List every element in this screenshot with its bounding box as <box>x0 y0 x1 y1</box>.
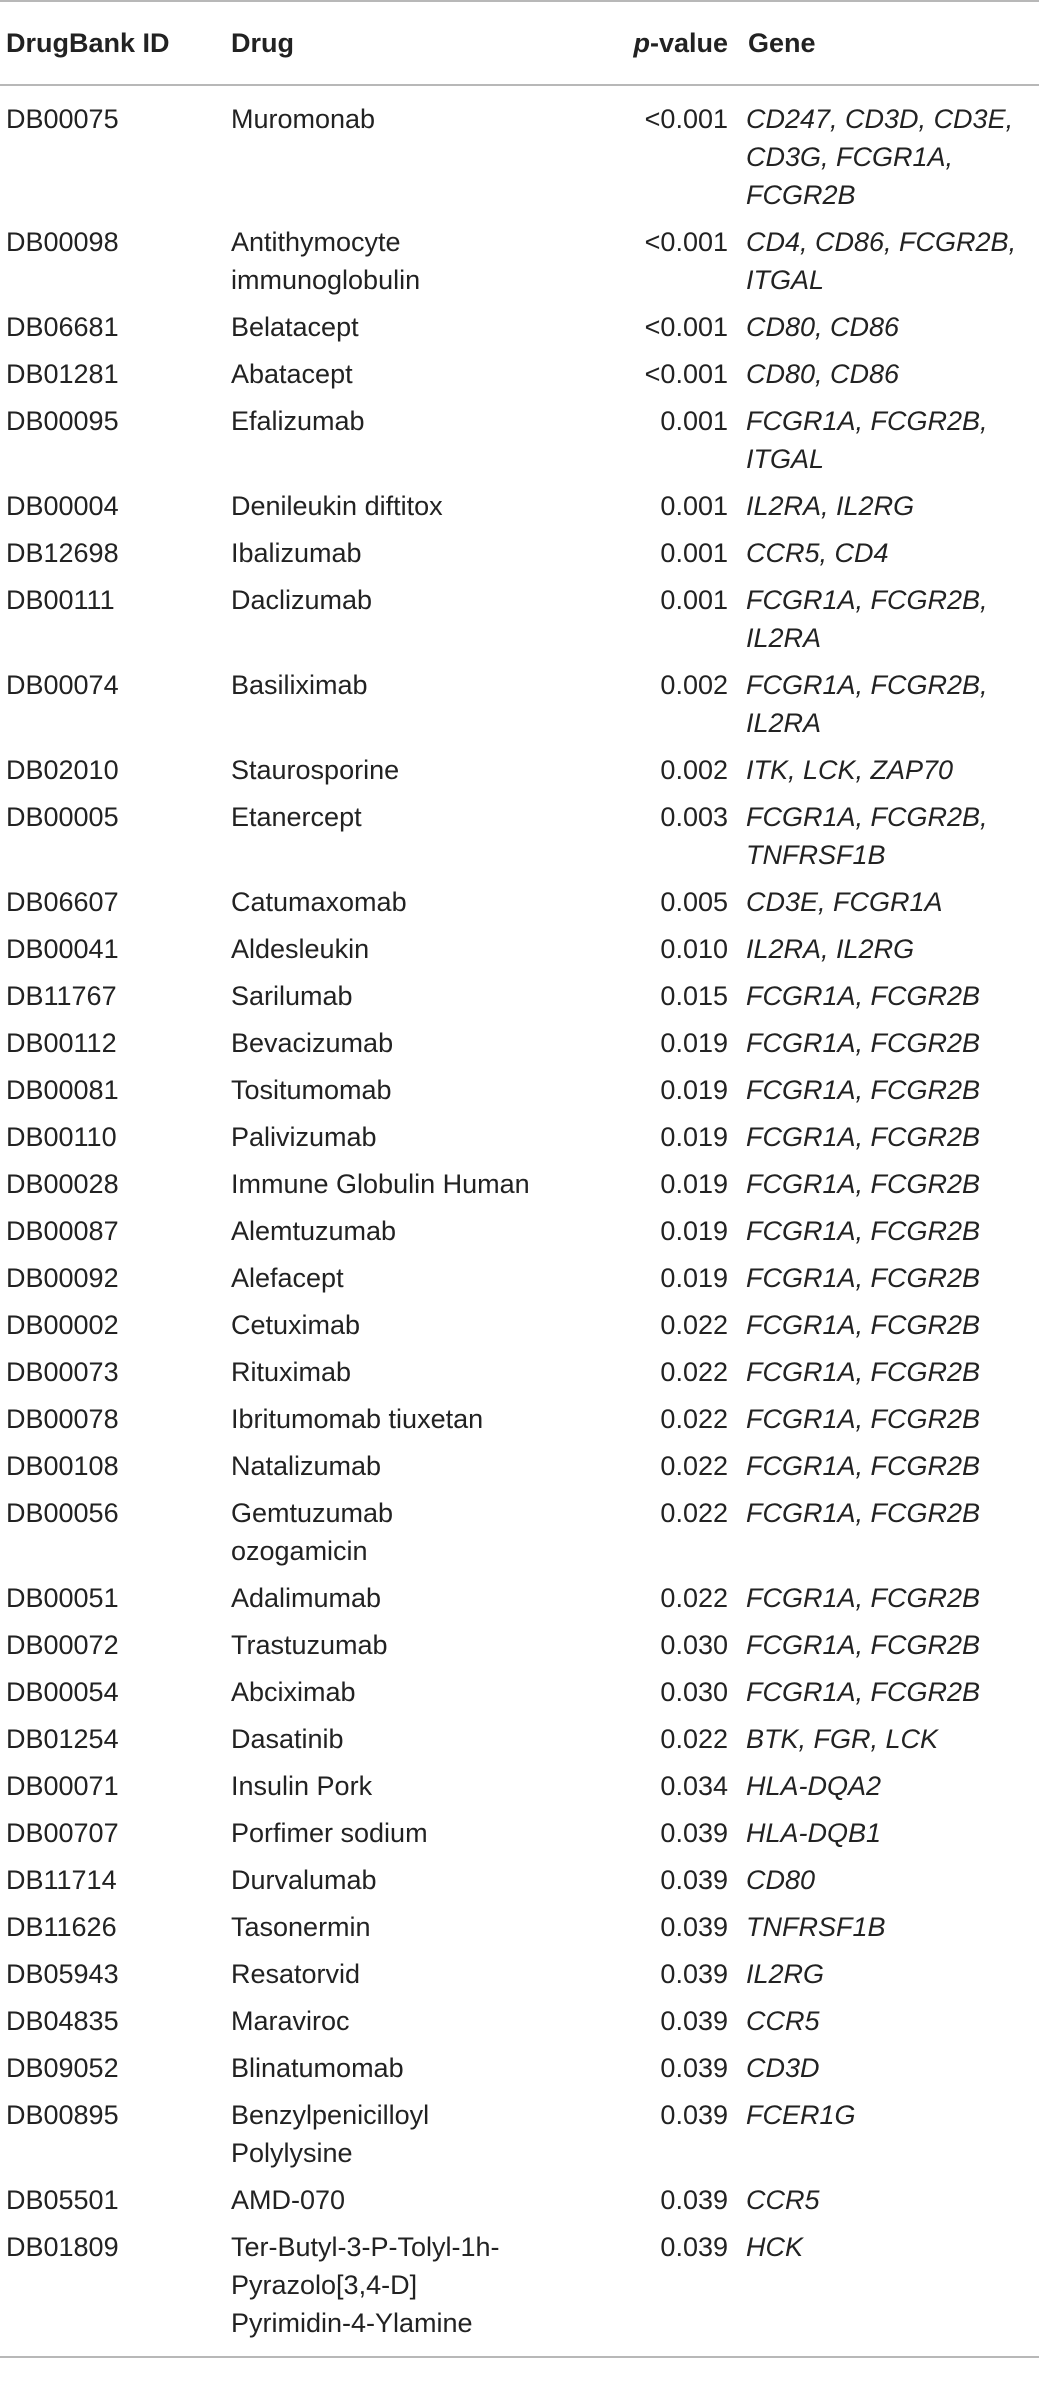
gene-list-line: FCGR1A, FCGR2B, <box>746 802 988 832</box>
table-row <box>0 1618 1039 1665</box>
cell-p-value: 0.002 <box>660 670 728 700</box>
drug-name-line: Trastuzumab <box>231 1630 388 1660</box>
cell-drug <box>225 1345 592 1392</box>
cell-p-value: 0.039 <box>660 1959 728 1989</box>
drug-name-line: Aldesleukin <box>231 934 370 964</box>
cell-drugbank-id: DB00051 <box>6 1583 119 1613</box>
drug-name-line: Ibalizumab <box>231 538 362 568</box>
cell-gene <box>742 1251 1039 1298</box>
table-row <box>0 1994 1039 2041</box>
gene-list-line: HLA-DQA2 <box>746 1771 882 1801</box>
header-drug: Drug <box>225 1 592 85</box>
cell-drugbank-id: DB12698 <box>6 538 119 568</box>
cell-p-value: 0.039 <box>660 1912 728 1942</box>
cell-drugbank-id: DB00895 <box>6 2100 119 2130</box>
cell-gene <box>742 743 1039 790</box>
table-body <box>0 85 1039 2357</box>
table-row <box>0 394 1039 479</box>
gene-list-line: FCGR1A, FCGR2B, <box>746 670 988 700</box>
table-row <box>0 1759 1039 1806</box>
cell-drugbank-id: DB00028 <box>6 1169 119 1199</box>
table-row <box>0 790 1039 875</box>
drug-name-line: Polylysine <box>231 2138 353 2168</box>
gene-list-line: IL2RA <box>746 708 822 738</box>
gene-list-line: CD4, CD86, FCGR2B, <box>746 227 1017 257</box>
drug-name-line: Benzylpenicilloyl <box>231 2100 430 2130</box>
gene-list-line: FCGR1A, FCGR2B, <box>746 585 988 615</box>
cell-p-value: 0.039 <box>660 2185 728 2215</box>
table-row <box>0 215 1039 300</box>
cell-drugbank-id: DB00098 <box>6 227 119 257</box>
table-row <box>0 1345 1039 1392</box>
cell-gene <box>742 1853 1039 1900</box>
gene-list-line: HCK <box>746 2232 804 2262</box>
cell-p-value: 0.005 <box>660 887 728 917</box>
cell-drug <box>225 1392 592 1439</box>
cell-gene <box>742 479 1039 526</box>
gene-list-line: FCER1G <box>746 2100 856 2130</box>
cell-drugbank-id: DB11767 <box>6 981 117 1011</box>
cell-drug <box>225 1571 592 1618</box>
cell-drug <box>225 790 592 875</box>
cell-gene <box>742 1439 1039 1486</box>
cell-drugbank-id: DB00004 <box>6 491 119 521</box>
cell-drug <box>225 1759 592 1806</box>
cell-gene <box>742 875 1039 922</box>
gene-list-line: FCGR1A, FCGR2B <box>746 1451 981 1481</box>
table-row <box>0 1392 1039 1439</box>
drug-name-line: Efalizumab <box>231 406 365 436</box>
cell-drugbank-id: DB00092 <box>6 1263 119 1293</box>
drug-name-line: Adalimumab <box>231 1583 382 1613</box>
gene-list-line: FCGR1A, FCGR2B <box>746 1583 981 1613</box>
drug-name-line: Sarilumab <box>231 981 353 1011</box>
cell-p-value: 0.022 <box>660 1583 728 1613</box>
cell-gene <box>742 1016 1039 1063</box>
table-row <box>0 922 1039 969</box>
table-row <box>0 300 1039 347</box>
table-row <box>0 2088 1039 2173</box>
cell-drugbank-id: DB05501 <box>6 2185 119 2215</box>
gene-list-line: CD3E, FCGR1A <box>746 887 943 917</box>
cell-drug <box>225 1665 592 1712</box>
drug-name-line: Maraviroc <box>231 2006 350 2036</box>
cell-drugbank-id: DB00072 <box>6 1630 119 1660</box>
drug-name-line: Etanercept <box>231 802 362 832</box>
cell-drugbank-id: DB11714 <box>6 1865 117 1895</box>
cell-drug <box>225 2088 592 2173</box>
cell-drugbank-id: DB06681 <box>6 312 119 342</box>
cell-drugbank-id: DB06607 <box>6 887 119 917</box>
cell-gene <box>742 2220 1039 2357</box>
drug-name-line: Rituximab <box>231 1357 352 1387</box>
cell-drug <box>225 969 592 1016</box>
header-p-suffix: -value <box>649 27 728 58</box>
cell-drugbank-id: DB05943 <box>6 1959 119 1989</box>
gene-list-line: CCR5 <box>746 2185 820 2215</box>
cell-drugbank-id: DB02010 <box>6 755 119 785</box>
cell-drug <box>225 1853 592 1900</box>
table-row <box>0 1298 1039 1345</box>
drug-name-line: Durvalumab <box>231 1865 377 1895</box>
gene-list-line: FCGR1A, FCGR2B <box>746 1263 981 1293</box>
cell-gene <box>742 790 1039 875</box>
table-row <box>0 347 1039 394</box>
header-p-italic: p <box>633 27 650 58</box>
gene-list-line: CD80 <box>746 1865 816 1895</box>
cell-gene <box>742 1806 1039 1853</box>
cell-gene <box>742 1712 1039 1759</box>
gene-list-line: FCGR1A, FCGR2B <box>746 981 981 1011</box>
cell-gene <box>742 573 1039 658</box>
cell-p-value: 0.001 <box>660 491 728 521</box>
gene-list-line: ITGAL <box>746 444 825 474</box>
drug-name-line: Belatacept <box>231 312 359 342</box>
cell-drug <box>225 2041 592 2088</box>
drug-name-line: Palivizumab <box>231 1122 377 1152</box>
cell-p-value: 0.002 <box>660 755 728 785</box>
cell-gene <box>742 922 1039 969</box>
table-row <box>0 1110 1039 1157</box>
cell-p-value: 0.019 <box>660 1028 728 1058</box>
table-row <box>0 1947 1039 1994</box>
cell-gene <box>742 394 1039 479</box>
cell-p-value: 0.034 <box>660 1771 728 1801</box>
cell-p-value: 0.022 <box>660 1357 728 1387</box>
cell-drugbank-id: DB00002 <box>6 1310 119 1340</box>
cell-gene <box>742 1204 1039 1251</box>
cell-gene <box>742 1157 1039 1204</box>
header-p-value <box>592 1 742 85</box>
cell-drugbank-id: DB00078 <box>6 1404 119 1434</box>
cell-drug <box>225 2173 592 2220</box>
gene-list-line: CCR5 <box>746 2006 820 2036</box>
cell-p-value: 0.019 <box>660 1263 728 1293</box>
table-row <box>0 1853 1039 1900</box>
cell-drug <box>225 347 592 394</box>
cell-drug <box>225 85 592 215</box>
gene-list-line: FCGR1A, FCGR2B <box>746 1122 981 1152</box>
cell-p-value: 0.019 <box>660 1216 728 1246</box>
cell-p-value: 0.039 <box>660 2053 728 2083</box>
cell-p-value: 0.022 <box>660 1498 728 1528</box>
cell-gene <box>742 1665 1039 1712</box>
cell-drugbank-id: DB00074 <box>6 670 119 700</box>
cell-gene <box>742 2088 1039 2173</box>
gene-list-line: CCR5, CD4 <box>746 538 889 568</box>
header-row <box>0 1 1039 85</box>
cell-drug <box>225 1063 592 1110</box>
cell-gene <box>742 1571 1039 1618</box>
cell-p-value: 0.030 <box>660 1677 728 1707</box>
table-row <box>0 1665 1039 1712</box>
cell-gene <box>742 300 1039 347</box>
table-row <box>0 875 1039 922</box>
gene-list-line: CD80, CD86 <box>746 359 900 389</box>
table-row <box>0 658 1039 743</box>
drug-name-line: Alemtuzumab <box>231 1216 397 1246</box>
gene-list-line: TNFRSF1B <box>746 1912 886 1942</box>
gene-list-line: FCGR1A, FCGR2B <box>746 1310 981 1340</box>
table-row <box>0 1439 1039 1486</box>
drug-name-line: Abciximab <box>231 1677 356 1707</box>
cell-drug <box>225 526 592 573</box>
table-row <box>0 1016 1039 1063</box>
cell-drug <box>225 1298 592 1345</box>
cell-drug <box>225 1439 592 1486</box>
cell-p-value: <0.001 <box>644 359 728 389</box>
gene-list-line: CD3D <box>746 2053 820 2083</box>
cell-gene <box>742 1486 1039 1571</box>
table-row <box>0 1251 1039 1298</box>
cell-gene <box>742 1947 1039 1994</box>
table-row <box>0 1486 1039 1571</box>
gene-list-line: FCGR2B <box>746 180 856 210</box>
gene-list-line: IL2RG <box>746 1959 825 1989</box>
cell-p-value: 0.010 <box>660 934 728 964</box>
drug-name-line: Natalizumab <box>231 1451 382 1481</box>
cell-p-value: 0.039 <box>660 1818 728 1848</box>
cell-drug <box>225 573 592 658</box>
cell-gene <box>742 1994 1039 2041</box>
table-row <box>0 743 1039 790</box>
table-row <box>0 1806 1039 1853</box>
gene-list-line: FCGR1A, FCGR2B <box>746 1357 981 1387</box>
drug-name-line: Gemtuzumab <box>231 1498 394 1528</box>
drug-name-line: Pyrazolo[3,4-D] <box>231 2270 418 2300</box>
table-row <box>0 2173 1039 2220</box>
cell-gene <box>742 658 1039 743</box>
drug-name-line: Muromonab <box>231 104 376 134</box>
table-row <box>0 2220 1039 2357</box>
cell-p-value: 0.022 <box>660 1451 728 1481</box>
cell-drugbank-id: DB00111 <box>6 585 115 615</box>
gene-list-line: IL2RA <box>746 623 822 653</box>
cell-drug <box>225 875 592 922</box>
cell-p-value: 0.019 <box>660 1169 728 1199</box>
cell-drugbank-id: DB00707 <box>6 1818 119 1848</box>
table-row <box>0 1204 1039 1251</box>
drug-name-line: Abatacept <box>231 359 353 389</box>
drug-name-line: Dasatinib <box>231 1724 344 1754</box>
cell-p-value: 0.039 <box>660 1865 728 1895</box>
cell-p-value: 0.030 <box>660 1630 728 1660</box>
cell-drug <box>225 479 592 526</box>
drug-name-line: Daclizumab <box>231 585 373 615</box>
gene-list-line: CD247, CD3D, CD3E, <box>746 104 1014 134</box>
drug-name-line: Alefacept <box>231 1263 344 1293</box>
cell-drug <box>225 1618 592 1665</box>
cell-drugbank-id: DB00112 <box>6 1028 117 1058</box>
cell-p-value: <0.001 <box>644 104 728 134</box>
cell-drug <box>225 394 592 479</box>
cell-p-value: 0.019 <box>660 1122 728 1152</box>
cell-gene <box>742 2041 1039 2088</box>
gene-list-line: HLA-DQB1 <box>746 1818 882 1848</box>
gene-list-line: IL2RA, IL2RG <box>746 934 915 964</box>
drug-name-line: Resatorvid <box>231 1959 361 1989</box>
drug-name-line: Basiliximab <box>231 670 368 700</box>
drug-name-line: Insulin Pork <box>231 1771 373 1801</box>
cell-drugbank-id: DB00108 <box>6 1451 119 1481</box>
gene-list-line: CD80, CD86 <box>746 312 900 342</box>
gene-list-line: ITGAL <box>746 265 825 295</box>
header-drugbank-id: DrugBank ID <box>0 1 225 85</box>
drug-name-line: Antithymocyte <box>231 227 401 257</box>
gene-list-line: FCGR1A, FCGR2B <box>746 1677 981 1707</box>
table-row <box>0 1900 1039 1947</box>
gene-list-line: IL2RA, IL2RG <box>746 491 915 521</box>
cell-drug <box>225 1016 592 1063</box>
drug-name-line: immunoglobulin <box>231 265 421 295</box>
cell-drugbank-id: DB01254 <box>6 1724 119 1754</box>
drug-name-line: Bevacizumab <box>231 1028 394 1058</box>
cell-drugbank-id: DB11626 <box>6 1912 117 1942</box>
cell-drug <box>225 1157 592 1204</box>
cell-gene <box>742 215 1039 300</box>
cell-gene <box>742 1110 1039 1157</box>
cell-drugbank-id: DB00071 <box>6 1771 119 1801</box>
drug-name-line: AMD-070 <box>231 2185 346 2215</box>
cell-gene <box>742 347 1039 394</box>
cell-drugbank-id: DB01281 <box>6 359 119 389</box>
drug-name-line: Tositumomab <box>231 1075 392 1105</box>
cell-p-value: <0.001 <box>644 227 728 257</box>
drug-name-line: ozogamicin <box>231 1536 368 1566</box>
cell-drug <box>225 1251 592 1298</box>
table-row <box>0 573 1039 658</box>
gene-list-line: FCGR1A, FCGR2B <box>746 1169 981 1199</box>
cell-drugbank-id: DB00073 <box>6 1357 119 1387</box>
table-row <box>0 1157 1039 1204</box>
cell-gene <box>742 85 1039 215</box>
cell-drug <box>225 1947 592 1994</box>
drug-name-line: Staurosporine <box>231 755 400 785</box>
cell-p-value: 0.003 <box>660 802 728 832</box>
table-row <box>0 1571 1039 1618</box>
cell-drug <box>225 1712 592 1759</box>
cell-p-value: <0.001 <box>644 312 728 342</box>
cell-gene <box>742 969 1039 1016</box>
cell-drugbank-id: DB00005 <box>6 802 119 832</box>
cell-drugbank-id: DB00110 <box>6 1122 117 1152</box>
cell-p-value: 0.019 <box>660 1075 728 1105</box>
gene-list-line: FCGR1A, FCGR2B <box>746 1028 981 1058</box>
cell-drugbank-id: DB09052 <box>6 2053 119 2083</box>
drug-name-line: Porfimer sodium <box>231 1818 428 1848</box>
drug-name-line: Immune Globulin Human <box>231 1169 530 1199</box>
cell-drug <box>225 1806 592 1853</box>
cell-gene <box>742 1345 1039 1392</box>
cell-drug <box>225 658 592 743</box>
cell-p-value: 0.001 <box>660 538 728 568</box>
cell-p-value: 0.039 <box>660 2100 728 2130</box>
cell-gene <box>742 1618 1039 1665</box>
cell-p-value: 0.015 <box>660 981 728 1011</box>
drug-name-line: Blinatumomab <box>231 2053 404 2083</box>
gene-list-line: FCGR1A, FCGR2B, <box>746 406 988 436</box>
cell-drug <box>225 1486 592 1571</box>
cell-gene <box>742 1759 1039 1806</box>
gene-list-line: CD3G, FCGR1A, <box>746 142 954 172</box>
gene-list-line: FCGR1A, FCGR2B <box>746 1075 981 1105</box>
drug-name-line: Tasonermin <box>231 1912 371 1942</box>
table-row <box>0 969 1039 1016</box>
cell-gene <box>742 1900 1039 1947</box>
cell-drug <box>225 922 592 969</box>
gene-list-line: BTK, FGR, LCK <box>746 1724 939 1754</box>
gene-list-line: TNFRSF1B <box>746 840 886 870</box>
cell-gene <box>742 1063 1039 1110</box>
gene-list-line: FCGR1A, FCGR2B <box>746 1216 981 1246</box>
drug-name-line: Pyrimidin-4-Ylamine <box>231 2308 473 2338</box>
cell-drugbank-id: DB00087 <box>6 1216 119 1246</box>
table-row <box>0 2041 1039 2088</box>
drug-name-line: Catumaxomab <box>231 887 407 917</box>
cell-drug <box>225 300 592 347</box>
drug-name-line: Ibritumomab tiuxetan <box>231 1404 484 1434</box>
table-header <box>0 1 1039 85</box>
table-row <box>0 85 1039 215</box>
drug-name-line: Ter-Butyl-3-P-Tolyl-1h- <box>231 2232 500 2262</box>
header-gene: Gene <box>742 1 1039 85</box>
cell-drugbank-id: DB04835 <box>6 2006 119 2036</box>
cell-gene <box>742 526 1039 573</box>
cell-drug <box>225 743 592 790</box>
cell-drug <box>225 215 592 300</box>
drug-name-line: Denileukin diftitox <box>231 491 443 521</box>
cell-p-value: 0.001 <box>660 585 728 615</box>
cell-drugbank-id: DB00075 <box>6 104 119 134</box>
cell-gene <box>742 1298 1039 1345</box>
drug-name-line: Cetuximab <box>231 1310 361 1340</box>
table-row <box>0 1712 1039 1759</box>
cell-drug <box>225 1900 592 1947</box>
cell-drug <box>225 2220 592 2357</box>
cell-p-value: 0.022 <box>660 1404 728 1434</box>
gene-list-line: ITK, LCK, ZAP70 <box>746 755 954 785</box>
cell-drugbank-id: DB00056 <box>6 1498 119 1528</box>
table-row <box>0 526 1039 573</box>
gene-list-line: FCGR1A, FCGR2B <box>746 1404 981 1434</box>
cell-drug <box>225 1204 592 1251</box>
cell-p-value: 0.001 <box>660 406 728 436</box>
cell-drugbank-id: DB01809 <box>0 2220 225 2357</box>
cell-p-value: 0.039 <box>660 2006 728 2036</box>
cell-drugbank-id: DB00041 <box>6 934 119 964</box>
cell-drugbank-id: DB00081 <box>6 1075 119 1105</box>
cell-p-value: 0.039 <box>592 2220 742 2357</box>
cell-drug <box>225 1994 592 2041</box>
gene-list-line: FCGR1A, FCGR2B <box>746 1630 981 1660</box>
cell-p-value: 0.022 <box>660 1310 728 1340</box>
cell-drug <box>225 1110 592 1157</box>
table-row <box>0 479 1039 526</box>
cell-drugbank-id: DB00095 <box>6 406 119 436</box>
cell-gene <box>742 2173 1039 2220</box>
cell-gene <box>742 1392 1039 1439</box>
cell-drugbank-id: DB00054 <box>6 1677 119 1707</box>
gene-list-line: FCGR1A, FCGR2B <box>746 1498 981 1528</box>
table-row <box>0 1063 1039 1110</box>
cell-p-value: 0.022 <box>660 1724 728 1754</box>
